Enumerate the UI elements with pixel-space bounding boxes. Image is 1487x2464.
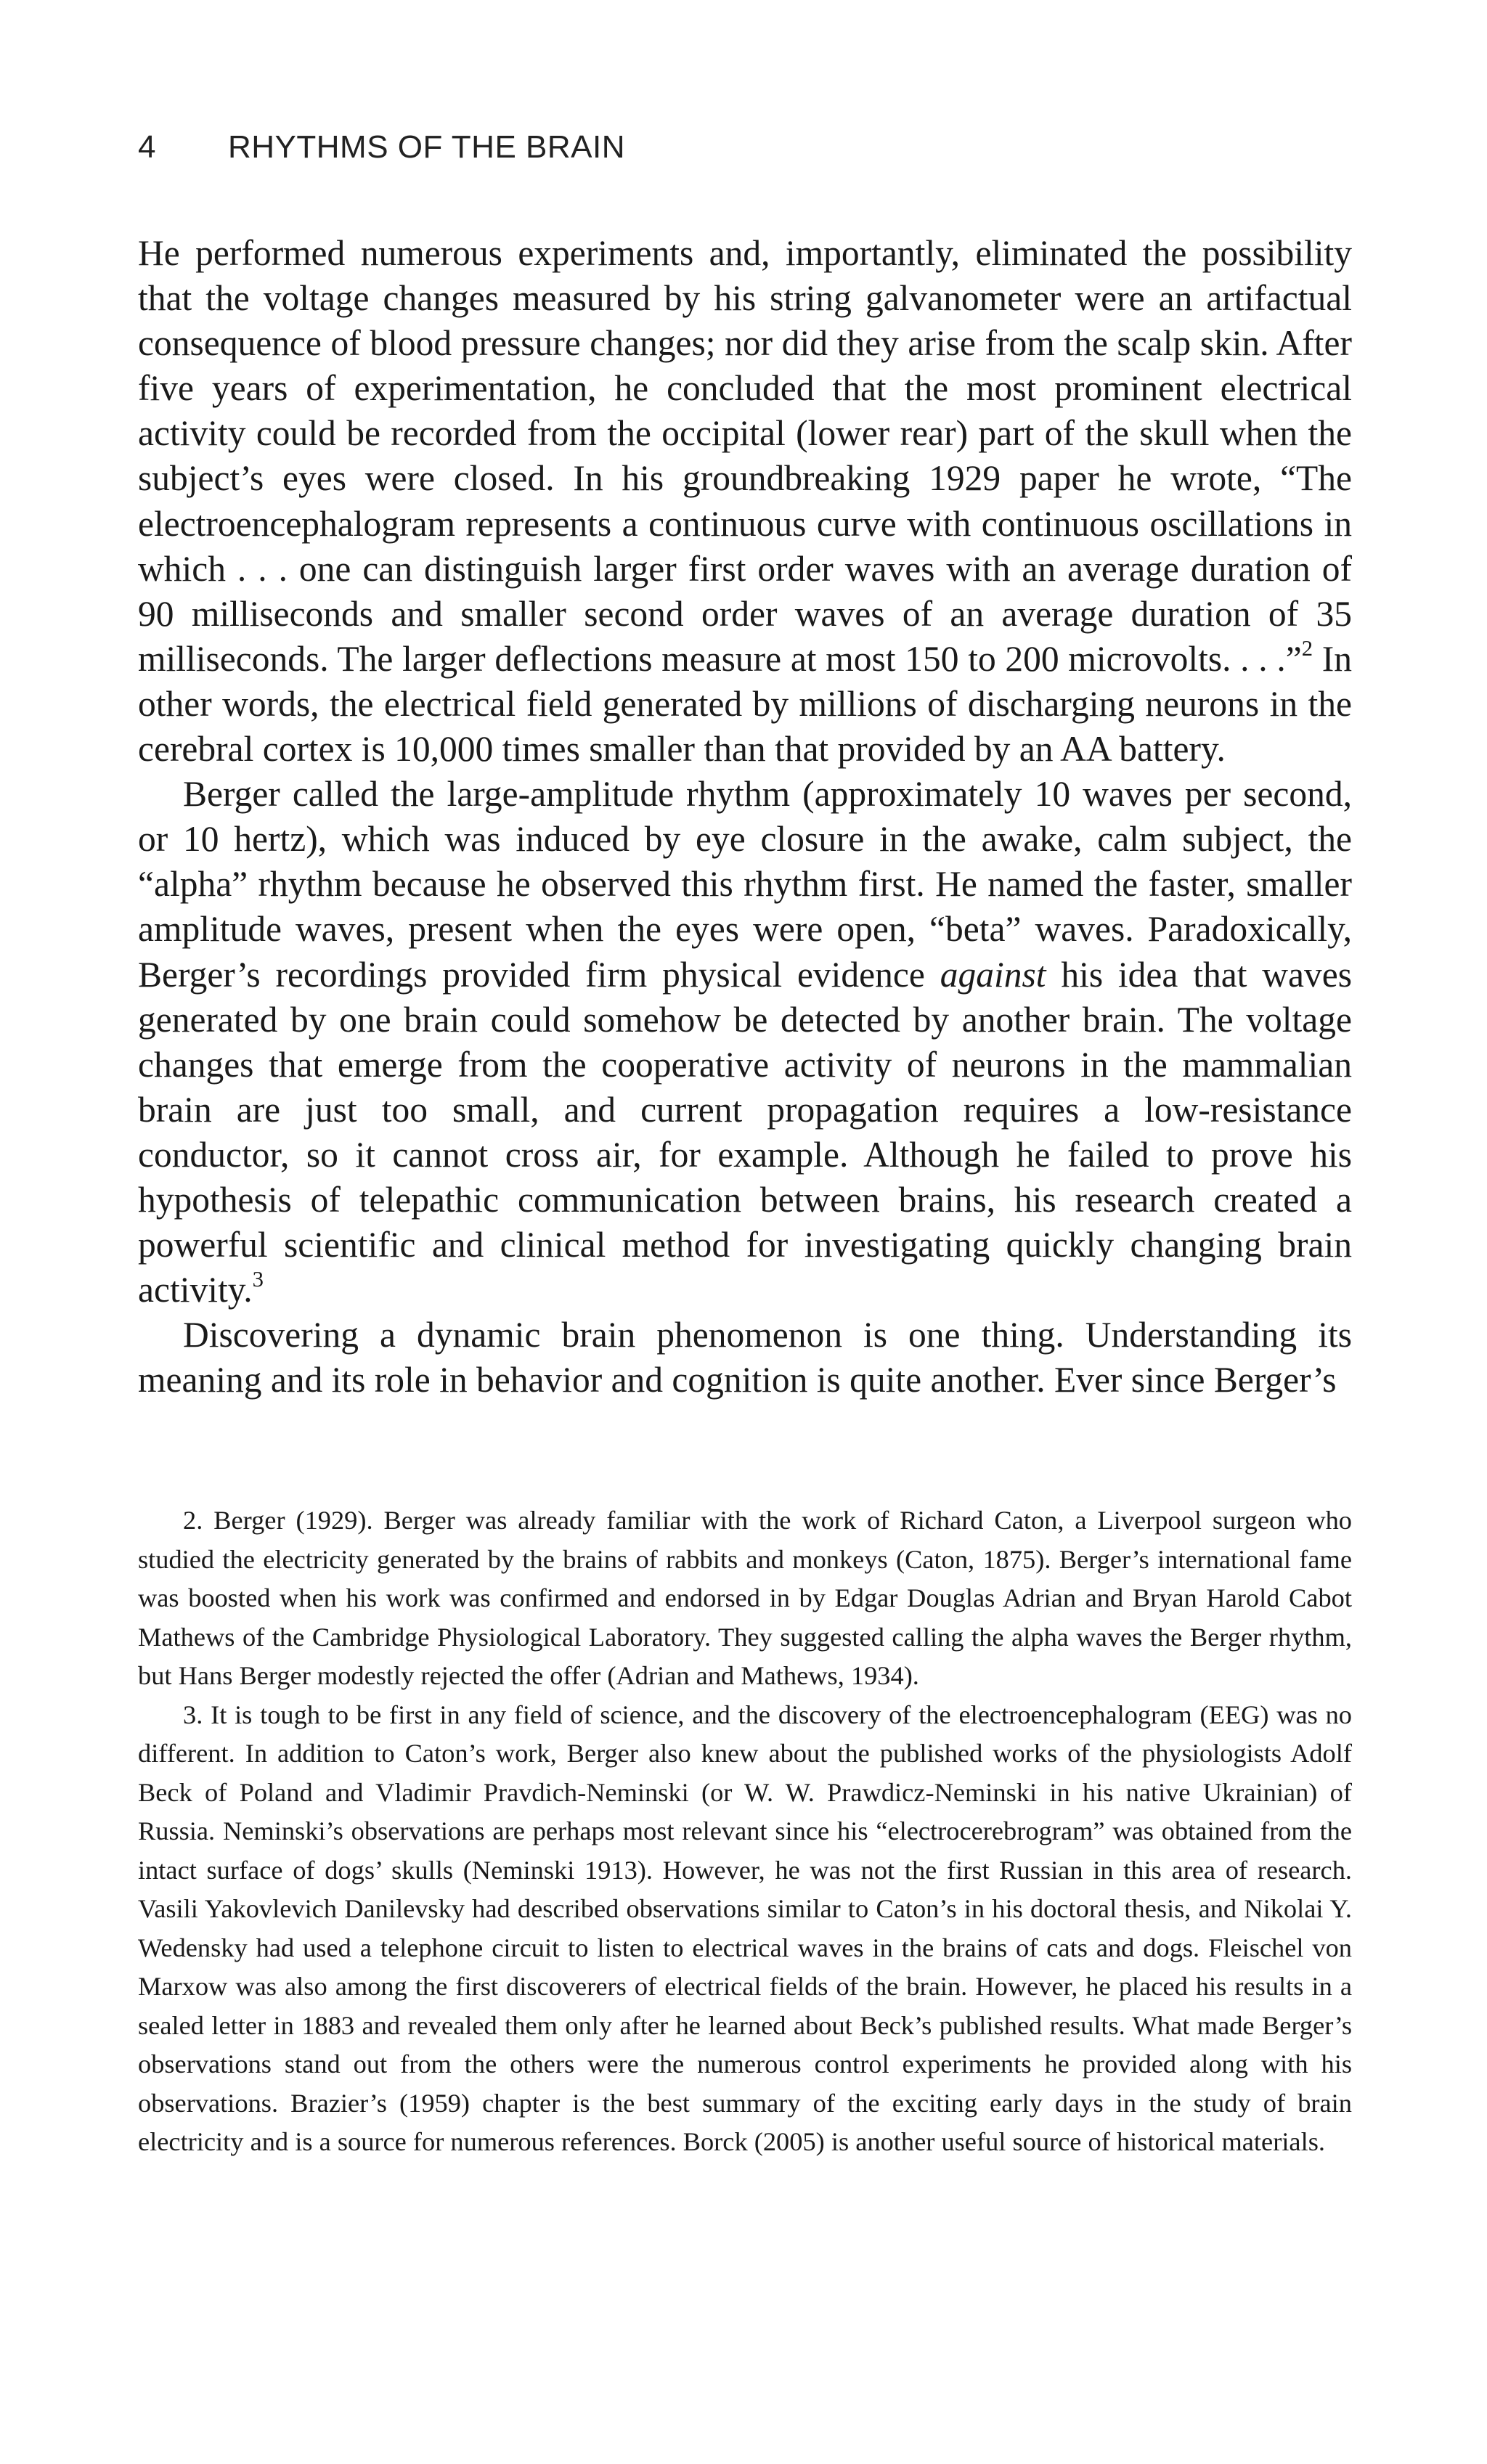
footnote-3: 3. It is tough to be first in any field of science, and the discovery of the electroencephalogram (EEG) was no different. In addition to Caton’s work, Berger also knew about the published works of the physiologists Adolf Beck of Poland and Vladimir Pravdich-Neminski (or W. W. Prawdicz-Neminski in his native Ukrainian) of Russia. Neminski’s observations are perhaps most relevant since his “electrocerebrogram” was obtained from the intact surface of dogs’ skulls (Neminski 1913). However, he was not the first Russian in this area of research. Vasili Yakovlevich Danilevsky had described observations similar to Caton’s in his doctoral thesis, and Nikolai Y. Wedensky had used a telephone circuit to listen to electrical waves in the brains of cats and dogs. Fleischel von Marxow was also among the first discoverers of electrical fields of the brain. However, he placed his results in a sealed letter in 1883 and revealed them only after he learned about Beck’s published results. What made Berger’s observations stand out from the others were the numerous control experiments he provided along with his observations. Brazier’s (1959) chapter is the best summary of the exciting early days in the study of brain electricity and is a source for numerous references. Borck (2005) is another useful source of historical materials. bbox=[138, 1700, 1352, 2156]
body-paragraph-2 bbox=[138, 772, 1352, 1313]
body-paragraph-1 bbox=[138, 231, 1352, 772]
footnote-2: 2. Berger (1929). Berger was already familiar with the work of Richard Caton, a Liverpool surgeon who studied the electricity generated by the brains of rabbits and monkeys (Caton, 1875). Berger’s international fame was boosted when his work was confirmed and endorsed in by Edgar Douglas Adrian and Bryan Harold Cabot Mathews of the Cambridge Physiological Laboratory. They suggested calling the alpha waves the Berger rhythm, but Hans Berger modestly rejected the offer (Adrian and Mathews, 1934). bbox=[138, 1506, 1352, 1690]
running-title: RHYTHMS OF THE BRAIN bbox=[228, 129, 626, 165]
footnotes bbox=[138, 1501, 1352, 2162]
main-text bbox=[138, 231, 1352, 1403]
paragraph-2-text-b: his idea that waves generated by one brain could somehow be detected by another brain. The voltage changes that emerge from the cooperative activity of neurons in the mammalian brain are just too small, and current propagation requires a low-resistance conductor, so it cannot cross air, for example. Although he failed to prove his hypothesis of telepathic communication between brains, his research created a powerful scientific and clinical method for investigating quickly changing brain activity. bbox=[138, 954, 1352, 1310]
book-page bbox=[138, 0, 1352, 2464]
footnote-ref-3[interactable]: 3 bbox=[252, 1267, 264, 1292]
paragraph-1-text-a: He performed numerous experiments and, importantly, eliminated the possibility that the voltage changes measured by his string galvanometer were an artifactual consequence of blood pressure changes; nor did they arise from the scalp skin. After five years of experimentation, he concluded that the most prominent electrical activity could be recorded from the occipital (lower rear) part of the skull when the subject’s eyes were closed. In his groundbreaking 1929 paper he wrote, “The electroencephalogram represents a continuous curve with continuous oscillations in which . . . one can distinguish larger first order waves with an average duration of 90 milliseconds and smaller second order waves of an average duration of 35 milliseconds. The larger deflections measure at most 150 to 200 microvolts. . . .” bbox=[138, 233, 1352, 679]
footnote-ref-2[interactable]: 2 bbox=[1301, 635, 1313, 661]
paragraph-1-text-b: In other words, the electrical field generated by millions of discharging neurons in the cerebral cortex is 10,000 times smaller than that provided by an AA battery. bbox=[138, 638, 1352, 770]
body-paragraph-3: Discovering a dynamic brain phenomenon is one thing. Understanding its meaning and its role in behavior and cognition is quite another. Ever since Berger’s bbox=[138, 1315, 1352, 1400]
page-number: 4 bbox=[138, 129, 156, 165]
emphasis-against: against bbox=[940, 954, 1046, 995]
running-header bbox=[138, 129, 625, 166]
paragraph-2-text-a: Berger called the large-amplitude rhythm (approximately 10 waves per second, or 10 hertz), which was induced by eye closure in the awake, calm subject, the “alpha” rhythm because he observed this rhythm first. He named the faster, smaller amplitude waves, present when the eyes were open, “beta” waves. Paradoxically, Berger’s recordings provided firm physical evidence bbox=[138, 774, 1352, 995]
